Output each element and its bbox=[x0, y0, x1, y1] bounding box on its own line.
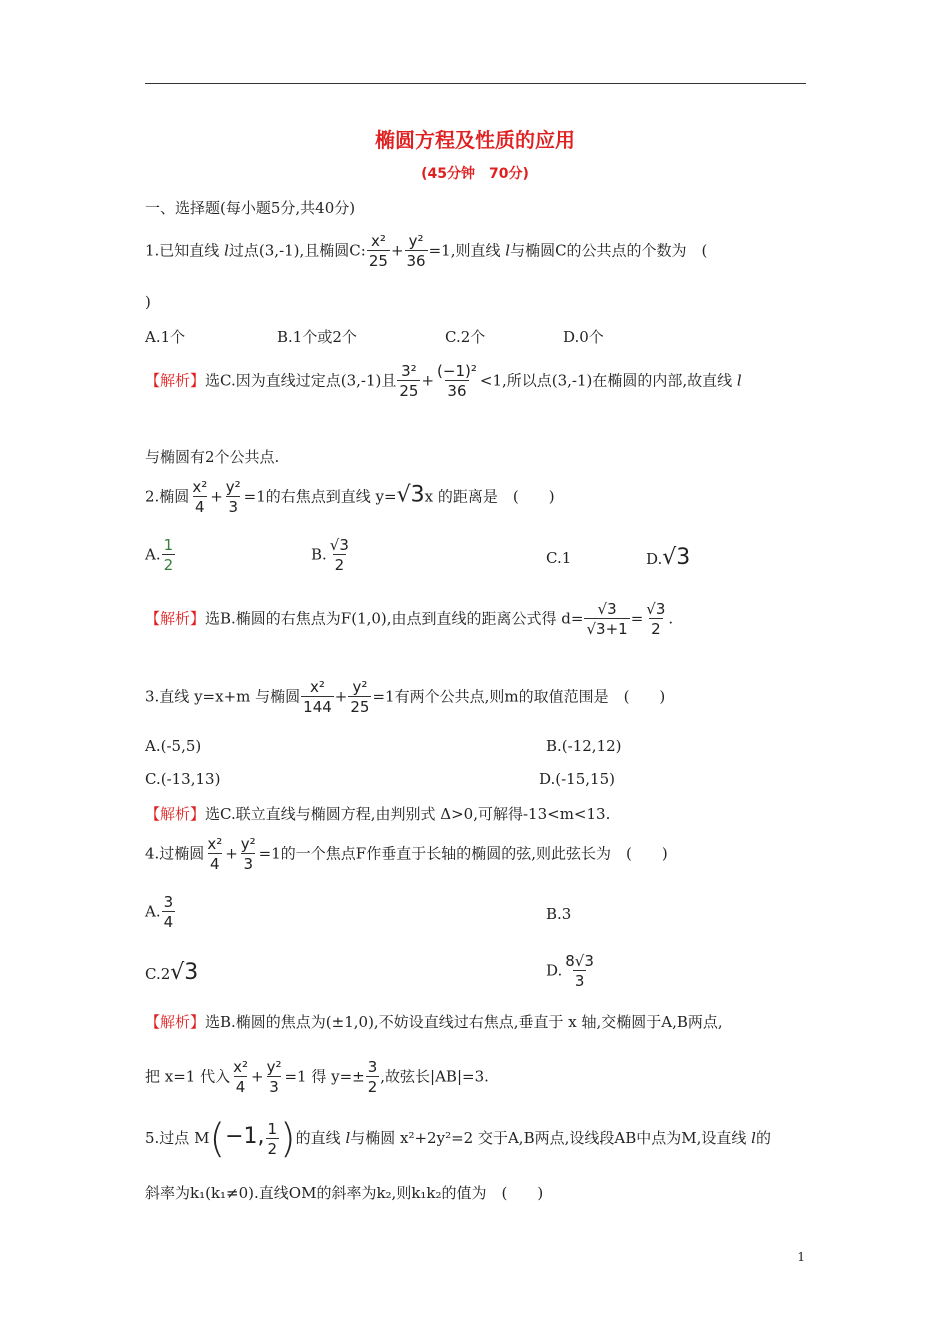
q2-option-b: B. $\frac{√3}{2}$ bbox=[311, 536, 349, 574]
q3-option-d: D.(-15,15) bbox=[539, 770, 615, 788]
question-3: 3.直线 y=x+m 与椭圆 $\frac{\text{x²}}{144}$ + $\frac{\text{y²}}{25}$ =1有两个公共点,则m的取值范围是 ( ) bbox=[145, 678, 666, 716]
q3-option-c: C.(-13,13) bbox=[145, 770, 221, 788]
question-1-close: ) bbox=[145, 293, 151, 311]
q1-analysis: 【解析】选C.因为直线过定点(3,-1)且 $\frac{\text{3²}}{25}$ + $\frac{\text{(−1)²}}{36}$ <1,所以点(3,-1)在椭圆的内部,故直线 l bbox=[145, 362, 742, 400]
q3-option-b: B.(-12,12) bbox=[546, 737, 622, 755]
question-5: 5.过点 M(−1, $\frac{1}{2}$ )的直线 l与椭圆 x²+2y²=2 交于A,B两点,设线段AB中点为M,设直线 l的 bbox=[145, 1116, 771, 1162]
q1-option-b: B.1个或2个 bbox=[277, 328, 357, 346]
q4-option-c: C.2√3 bbox=[145, 960, 199, 985]
fraction: $\frac{\text{y²}}{36}$ bbox=[406, 232, 426, 270]
q1-option-a: A.1个 bbox=[145, 328, 186, 346]
q1-analysis-cont: 与椭圆有2个公共点. bbox=[145, 448, 280, 466]
q2-analysis: 【解析】选B.椭圆的右焦点为F(1,0),由点到直线的距离公式得 d= $\frac{√3}{√3+1}$ = $\frac{√3}{2}$ . bbox=[145, 600, 674, 638]
q1-option-c: C.2个 bbox=[445, 328, 486, 346]
page-subtitle: (45分钟 70分) bbox=[421, 166, 529, 182]
q3-analysis: 【解析】选C.联立直线与椭圆方程,由判别式 Δ>0,可解得-13<m<13. bbox=[145, 805, 611, 823]
q4-analysis-cont: 把 x=1 代入 $\frac{\text{x²}}{4}$ + $\frac{\text{y²}}{3}$ =1 得 y=± $\frac{3}{2}$ ,故弦长|AB|=3. bbox=[145, 1058, 489, 1096]
q2-option-c: C.1 bbox=[546, 549, 572, 567]
q4-analysis: 【解析】选B.椭圆的焦点为(±1,0),不妨设直线过右焦点,垂直于 x 轴,交椭圆于A,B两点, bbox=[145, 1013, 723, 1031]
q4-option-b: B.3 bbox=[546, 905, 572, 923]
header-rule bbox=[145, 83, 806, 84]
q4-option-d: D. $\frac{8√3}{3}$ bbox=[546, 952, 594, 990]
section-heading: 一、选择题(每小题5分,共40分) bbox=[145, 199, 356, 217]
q2-option-a: A. $\frac{1}{2}$ bbox=[145, 536, 174, 574]
q3-option-a: A.(-5,5) bbox=[145, 737, 202, 755]
q2-option-d: D.√3 bbox=[646, 545, 691, 570]
page-title: 椭圆方程及性质的应用 bbox=[375, 128, 575, 152]
question-5-cont: 斜率为k₁(k₁≠0).直线OM的斜率为k₂,则k₁k₂的值为 ( ) bbox=[145, 1184, 544, 1202]
question-4: 4.过椭圆 $\frac{\text{x²}}{4}$ + $\frac{\text{y²}}{3}$ =1的一个焦点F作垂直于长轴的椭圆的弦,则此弦长为 ( ) bbox=[145, 835, 668, 873]
fraction: $\frac{\text{x²}}{25}$ bbox=[368, 232, 388, 270]
q4-option-a: A. $\frac{3}{4}$ bbox=[145, 893, 174, 931]
q1-option-d: D.0个 bbox=[563, 328, 604, 346]
question-2: 2.椭圆 $\frac{\text{x²}}{4}$ + $\frac{\text{y²}}{3}$ =1的右焦点到直线 y=√3x 的距离是 ( ) bbox=[145, 478, 555, 516]
page-number: 1 bbox=[797, 1250, 805, 1264]
question-1: 1.已知直线 l过点(3,-1),且椭圆C: $\frac{\text{x²}}{25}$ + $\frac{\text{y²}}{36}$ =1,则直线 l与椭圆C的公共点的个数为 ( bbox=[145, 232, 708, 270]
